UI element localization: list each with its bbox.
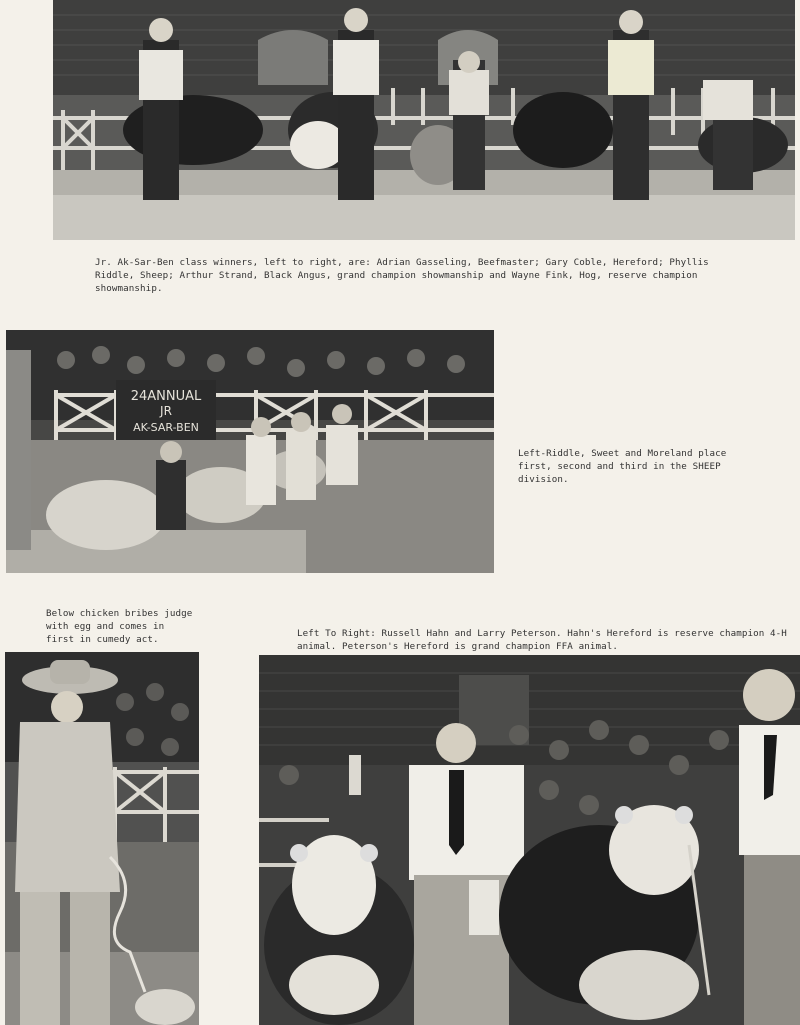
sheep-division-caption: Left-Riddle, Sweet and Moreland place first, second and third in the SHEEP division. [518, 448, 727, 485]
banner-line-3: AK-SAR-BEN [133, 421, 199, 434]
hereford-champions-caption: Left To Right: Russell Hahn and Larry Peterson. Hahn's Hereford is reserve champion 4-H animal. Peterson's Hereford is grand champion FFA animal. [297, 628, 787, 652]
chicken-act-caption: Below chicken bribes judge with egg and comes in first in cumedy act. [46, 608, 193, 645]
hereford-champions-photo [259, 655, 800, 1025]
chicken-comedy-photo [5, 652, 199, 1025]
class-winners-caption: Jr. Ak-Sar-Ben class winners, left to right, are: Adrian Gasseling, Beefmaster; Gary Coble, Hereford; Phyllis Riddle, Sheep; Arthur Strand, Black Angus, grand champion showmanship and Wayne Fink, Hog, reserve champion showmanship. [95, 257, 709, 294]
banner-line-2: JR [160, 404, 172, 418]
sheep-division-photo [6, 330, 494, 573]
class-winners-photo [53, 0, 795, 240]
banner-line-1: 24ANNUAL [130, 389, 202, 404]
